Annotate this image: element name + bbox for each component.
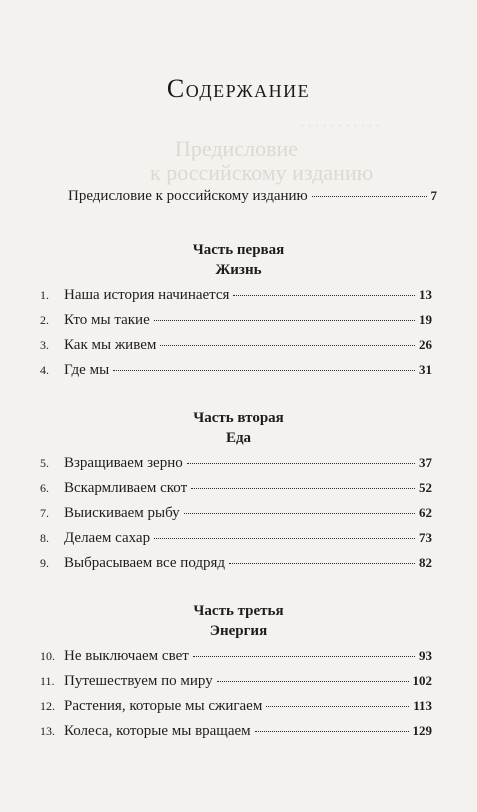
toc-entry-label: Где мы: [64, 362, 110, 378]
chapter-number: 6.: [40, 481, 49, 495]
toc-page-number: 102: [412, 673, 432, 688]
part-title: Часть вторая: [193, 410, 284, 426]
toc-page-number: 31: [419, 362, 432, 377]
toc-page-number: 93: [419, 648, 432, 663]
bleed-through-text: Предисловие: [175, 136, 298, 161]
toc-page-number: 62: [419, 505, 432, 520]
toc-page-number: 26: [419, 337, 432, 352]
toc-page-number: 52: [419, 480, 432, 495]
toc-page-number: 129: [412, 723, 432, 738]
chapter-number: 11.: [40, 674, 55, 688]
part-heading: [0, 408, 477, 448]
dot-leader: [255, 731, 409, 732]
toc-entry-label: Путешествуем по миру: [64, 673, 213, 689]
dot-leader: [191, 488, 415, 489]
chapter-number: 2.: [40, 313, 49, 327]
dot-leader: [193, 656, 415, 657]
toc-entry: [40, 455, 432, 472]
toc-entry-label: Не выключаем свет: [64, 648, 189, 664]
toc-entry-label: Наша история начинается: [64, 287, 230, 303]
dot-leader: [113, 370, 415, 371]
page-title: Содержание: [166, 74, 311, 103]
chapter-number: 7.: [40, 506, 49, 520]
part-subtitle: Еда: [225, 430, 252, 446]
toc-entry-label: Как мы живем: [64, 337, 157, 353]
toc-entry-label: Колеса, которые мы вращаем: [64, 723, 251, 739]
dot-leader: [217, 681, 409, 682]
toc-page-number: 82: [419, 555, 432, 570]
dot-leader: [312, 196, 427, 197]
toc-entry: [40, 698, 432, 715]
dot-leader: [233, 295, 415, 296]
toc-entry: [40, 362, 432, 379]
toc-page-number: 13: [419, 287, 432, 302]
toc-entry: [40, 648, 432, 665]
toc-page-number: 7: [430, 188, 437, 203]
dot-leader: [154, 538, 415, 539]
toc-page-number: 113: [413, 698, 432, 713]
bleed-through-text: · · · · · · · · · · ·: [300, 118, 381, 133]
dot-leader: [184, 513, 415, 514]
toc-entry-label: Выискиваем рыбу: [64, 505, 180, 521]
toc-entry: [40, 287, 432, 304]
toc-entry-label: Взращиваем зерно: [64, 455, 183, 471]
dot-leader: [160, 345, 415, 346]
chapter-number: 4.: [40, 363, 49, 377]
toc-entry-label: Предисловие к российскому изданию: [68, 188, 308, 204]
dot-leader: [266, 706, 409, 707]
part-subtitle: Жизнь: [215, 262, 262, 278]
chapter-number: 12.: [40, 699, 55, 713]
chapter-number: 9.: [40, 556, 49, 570]
part-subtitle: Энергия: [209, 623, 268, 639]
toc-entry: [40, 312, 432, 329]
part-heading: [0, 240, 477, 280]
toc-entry-label: Выбрасываем все подряд: [64, 555, 226, 571]
toc-entry: [40, 337, 432, 354]
toc-entry-label: Кто мы такие: [64, 312, 150, 328]
toc-entry: [40, 530, 432, 547]
toc-entry-label: Делаем сахар: [64, 530, 151, 546]
part-title: Часть первая: [192, 242, 285, 258]
toc-preface-entry: [68, 188, 437, 205]
dot-leader: [154, 320, 415, 321]
chapter-number: 8.: [40, 531, 49, 545]
dot-leader: [229, 563, 415, 564]
toc-page-number: 19: [419, 312, 432, 327]
toc-entry-label: Вскармливаем скот: [64, 480, 188, 496]
toc-entry: [40, 480, 432, 497]
toc-entry: [40, 555, 432, 572]
toc-entry: [40, 505, 432, 522]
part-heading: [0, 601, 477, 641]
dot-leader: [187, 463, 415, 464]
chapter-number: 3.: [40, 338, 49, 352]
toc-entry: [40, 723, 432, 740]
chapter-number: 13.: [40, 724, 55, 738]
part-title: Часть третья: [193, 603, 284, 619]
bleed-through-text: к российскому изданию: [150, 160, 374, 185]
toc-entry-label: Растения, которые мы сжигаем: [64, 698, 263, 714]
chapter-number: 5.: [40, 456, 49, 470]
toc-page-number: 37: [419, 455, 432, 470]
toc-page-number: 73: [419, 530, 432, 545]
toc-entry: [40, 673, 432, 690]
chapter-number: 1.: [40, 288, 49, 302]
chapter-number: 10.: [40, 649, 55, 663]
